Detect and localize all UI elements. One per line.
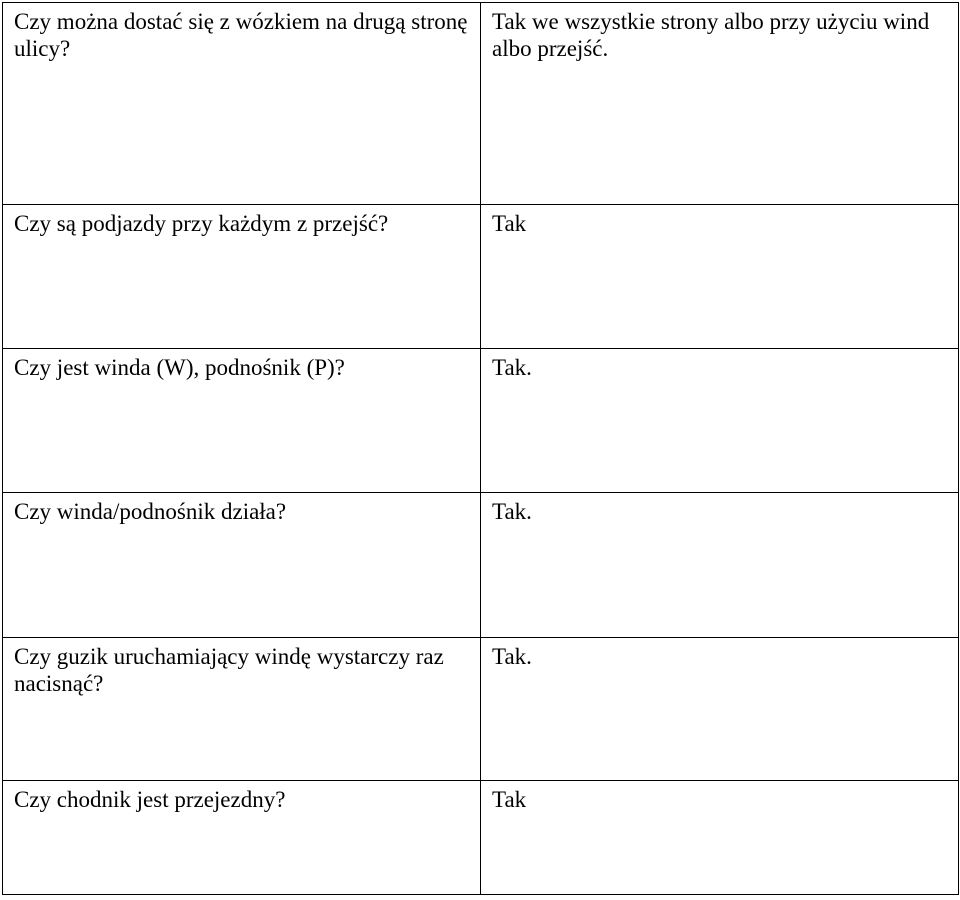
question-cell: Czy winda/podnośnik działa? [3,493,481,638]
answer-cell: Tak [481,781,959,895]
question-cell: Czy guzik uruchamiający windę wystarczy raz nacisnąć? [3,638,481,781]
question-cell: Czy jest winda (W), podnośnik (P)? [3,349,481,493]
table-row [3,781,959,895]
answer-cell: Tak. [481,349,959,493]
answer-cell: Tak. [481,638,959,781]
table-row [3,3,959,205]
answer-cell: Tak [481,205,959,349]
table-row [3,349,959,493]
question-cell: Czy chodnik jest przejezdny? [3,781,481,895]
question-cell: Czy są podjazdy przy każdym z przejść? [3,205,481,349]
question-cell: Czy można dostać się z wózkiem na drugą stronę ulicy? [3,3,481,205]
accessibility-questionnaire-table [2,2,959,895]
table-row [3,493,959,638]
answer-cell: Tak. [481,493,959,638]
table-row [3,205,959,349]
answer-cell: Tak we wszystkie strony albo przy użyciu wind albo przejść. [481,3,959,205]
table-row [3,638,959,781]
